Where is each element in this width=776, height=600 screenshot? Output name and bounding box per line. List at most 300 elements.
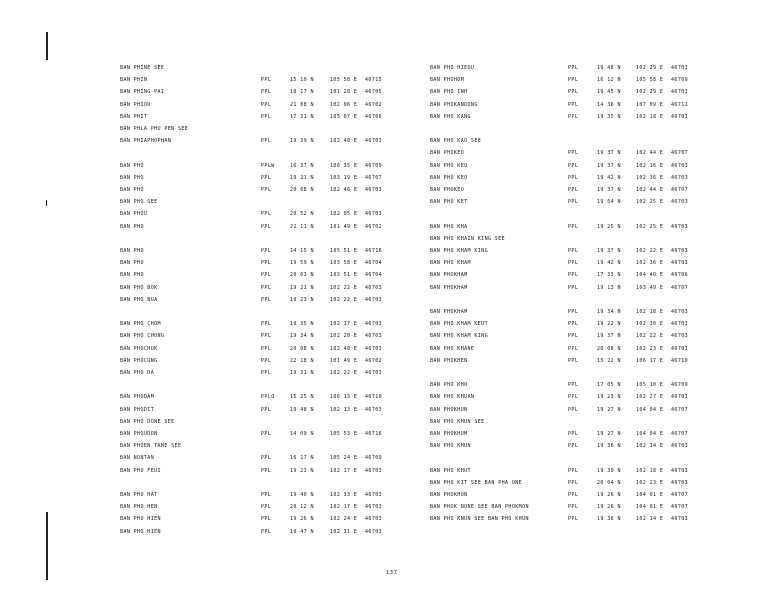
entry-type: PPL [261, 284, 272, 291]
entry-lon: 102 18 E [636, 309, 664, 315]
entry-code: 46709 [365, 455, 383, 462]
entry-type: PPL [261, 113, 272, 120]
entry-code: 46702 [365, 223, 383, 230]
entry-name: BAN PHO [120, 187, 144, 193]
entry-lon: 102 22 E [330, 296, 358, 303]
gazetteer-entry [430, 454, 710, 462]
gazetteer-entry [120, 174, 390, 182]
gazetteer-entry [430, 88, 710, 96]
gazetteer-entry [430, 503, 710, 511]
entry-type: PPL [261, 89, 272, 96]
entry-lon: 102 29 E [636, 65, 664, 71]
entry-lon: 102 20 E [330, 333, 358, 340]
entry-code: 46706 [671, 272, 689, 279]
entry-lon: 102 36 E [636, 260, 664, 267]
entry-code: 46707 [671, 284, 689, 291]
entry-lon: 102 31 E [330, 528, 358, 535]
entry-name: BAN PHO HAT [120, 492, 158, 498]
entry-lat: 19 34 N [290, 333, 314, 340]
gazetteer-entry [120, 430, 390, 438]
entry-lon: 102 14 E [636, 516, 664, 523]
entry-lat: 19 40 N [290, 492, 314, 498]
entry-name: BAN PHO [120, 162, 144, 169]
gazetteer-entry [430, 430, 710, 438]
entry-lat: 19 39 N [597, 467, 621, 474]
entry-name: BAN PHO HEN [120, 504, 158, 511]
entry-lat: 15 25 N [290, 394, 314, 401]
entry-name: BAN PHO KHAM KEUT [430, 321, 488, 328]
entry-type: PPL [568, 101, 579, 108]
entry-lat: 22 18 N [290, 357, 314, 364]
entry-lon: 102 06 E [330, 101, 358, 108]
entry-name: BAN PHO [120, 260, 144, 267]
gazetteer-entry [430, 418, 710, 426]
gazetteer-entry [120, 381, 390, 389]
entry-name: BAN PHO KAO SEE [430, 138, 482, 145]
entry-name: BAN PHOCUNG [120, 357, 158, 364]
entry-lat: 19 37 N [597, 162, 621, 169]
entry-code: 46703 [365, 333, 383, 340]
entry-type: PPL [568, 333, 579, 340]
entry-name: BAN PHODIT [120, 406, 155, 413]
entry-name: BAN PHOKEO [430, 187, 465, 193]
gazetteer-entry [120, 198, 390, 206]
entry-lat: 19 45 N [597, 89, 621, 96]
gazetteer-entry [120, 454, 390, 462]
entry-lon: 103 58 E [330, 260, 358, 267]
entry-name: BAN PHO KHAM [430, 260, 471, 267]
entry-lat: 20 52 N [290, 211, 314, 218]
entry-type: PPL [261, 467, 272, 474]
entry-name: BAN PHIN [120, 77, 148, 84]
gazetteer-entry [120, 357, 390, 365]
entry-lat: 19 37 N [597, 333, 621, 340]
entry-type: PPL [261, 406, 272, 413]
entry-name: BAN PHOKHUN [430, 406, 468, 413]
gazetteer-entry [120, 137, 390, 145]
gazetteer-entry [430, 381, 710, 389]
entry-type: PPL [568, 504, 579, 511]
entry-lon: 102 23 E [636, 479, 664, 486]
entry-type: PPL [568, 223, 579, 230]
entry-lon: 102 23 E [636, 345, 664, 352]
gazetteer-entry [430, 64, 710, 72]
entry-name: BAN PHO KHUN SEE [430, 418, 485, 425]
entry-name: BAN PHOHOM [430, 77, 465, 84]
entry-lon: 102 36 E [636, 174, 664, 181]
gazetteer-entry [120, 467, 390, 475]
entry-type: PPL [261, 248, 272, 254]
entry-name: BAN PHIOU [120, 101, 151, 108]
entry-type: PPL [261, 357, 272, 364]
entry-lat: 20 08 N [290, 187, 314, 193]
entry-lon: 106 35 E [330, 162, 358, 169]
entry-lon: 102 40 E [330, 138, 358, 145]
entry-lat: 20 08 N [290, 345, 314, 352]
gazetteer-entry [430, 247, 710, 255]
entry-lon: 102 30 E [636, 321, 664, 328]
gazetteer-entry [120, 271, 390, 279]
entry-name: BAN PHIT [120, 113, 148, 120]
entry-lon: 102 44 E [636, 150, 664, 157]
entry-name: BAN PHO KHA [430, 223, 468, 230]
entry-lon: 102 13 E [330, 406, 358, 413]
entry-name: BAN PHO [120, 272, 144, 279]
entry-name: BAN PHO [120, 174, 144, 181]
entry-code: 46716 [365, 431, 383, 437]
entry-code: 46703 [365, 370, 383, 376]
gazetteer-entry [120, 113, 390, 121]
gazetteer-entry [430, 235, 710, 243]
entry-code: 46703 [365, 516, 383, 523]
entry-code: 46702 [365, 101, 383, 108]
entry-lat: 19 42 N [597, 174, 621, 181]
entry-type: PPL [261, 223, 272, 230]
entry-name: BAN PHO KHAM KING [430, 333, 488, 340]
gazetteer-entry [430, 223, 710, 231]
gazetteer-entry [430, 369, 710, 377]
entry-type: PPL [261, 296, 272, 303]
entry-lat: 20 08 N [597, 345, 621, 352]
gazetteer-entry [430, 357, 710, 365]
entry-code: 46707 [671, 150, 689, 157]
entry-lat: 17 05 N [597, 382, 621, 389]
entry-lon: 102 16 E [636, 162, 664, 169]
entry-code: 46703 [671, 479, 689, 486]
entry-lat: 17 33 N [597, 272, 621, 279]
entry-lon: 105 58 E [636, 77, 664, 84]
entry-lon: 102 22 E [636, 333, 664, 340]
entry-type: PPL [568, 345, 579, 352]
entry-name: BAN PHO KET [430, 199, 468, 206]
gazetteer-entry [430, 174, 710, 182]
gazetteer-entry [120, 345, 390, 353]
entry-name: BAN PHO KHANE [430, 345, 475, 352]
entry-lon: 105 10 E [636, 382, 664, 389]
entry-type: PPL [568, 89, 579, 96]
gazetteer-entry [430, 320, 710, 328]
entry-name: BAN PHO KHAIN KING SEE [430, 235, 506, 242]
entry-code: 46703 [671, 333, 689, 340]
entry-lon: 102 22 E [636, 248, 664, 254]
entry-name: BAN PHOKHAM [430, 272, 468, 279]
entry-name: BAN PHO INH [430, 89, 468, 96]
entry-lon: 102 25 E [636, 199, 664, 206]
entry-type: PPL [261, 77, 272, 84]
entry-type: PPL [568, 382, 579, 389]
entry-lat: 19 48 N [597, 65, 621, 71]
entry-code: 46703 [365, 504, 383, 511]
gazetteer-entry [120, 235, 390, 243]
gazetteer-entry [120, 223, 390, 231]
entry-lat: 19 37 N [597, 150, 621, 157]
entry-name: BAN PHOKHUM [430, 431, 468, 437]
entry-code: 46702 [365, 357, 383, 364]
gazetteer-entry [120, 393, 390, 401]
entry-type: PPL [568, 431, 579, 437]
entry-code: 46703 [671, 260, 689, 267]
entry-lat: 19 39 N [290, 138, 314, 145]
entry-name: BAN PHO FEUI [120, 467, 161, 474]
entry-code: 46707 [671, 187, 689, 193]
entry-code: 46703 [365, 467, 383, 474]
gazetteer-entry [430, 149, 710, 157]
entry-lon: 101 49 E [330, 223, 358, 230]
entry-lon: 102 17 E [330, 467, 358, 474]
entry-name: BAN PHO KHUAN [430, 394, 475, 401]
entry-name: BAN PHO KEO [430, 162, 468, 169]
entry-type: PPL [568, 492, 579, 498]
entry-lon: 102 29 E [636, 89, 664, 96]
entry-lat: 21 08 N [290, 101, 314, 108]
entry-lon: 102 22 E [330, 370, 358, 376]
entry-code: 46707 [671, 431, 689, 437]
gazetteer-entry [430, 406, 710, 414]
entry-type: PPL [568, 113, 579, 120]
entry-code: 46703 [671, 89, 689, 96]
entry-code: 46703 [365, 284, 383, 291]
entry-lon: 101 28 E [330, 89, 358, 96]
entry-lat: 19 35 N [290, 321, 314, 328]
gazetteer-entry [430, 332, 710, 340]
entry-lon: 102 24 E [330, 516, 358, 523]
entry-lon: 105 24 E [330, 455, 358, 462]
entry-lon: 102 18 E [636, 113, 664, 120]
gazetteer-entry [430, 467, 710, 475]
gazetteer-entry [430, 113, 710, 121]
entry-name: BAN PHINE SEE [120, 65, 165, 71]
entry-name: BAN PHO DA [120, 370, 155, 376]
entry-lat: 16 17 N [290, 455, 314, 462]
gazetteer-entry [430, 296, 710, 304]
entry-code: 46710 [671, 357, 689, 364]
entry-lat: 19 26 N [290, 516, 314, 523]
entry-name: BAN PHO KHO [430, 382, 468, 389]
entry-lat: 19 37 N [597, 187, 621, 193]
gazetteer-entry [120, 162, 390, 170]
entry-code: 46703 [671, 394, 689, 401]
entry-lat: 19 48 N [290, 406, 314, 413]
entry-type: PPL [568, 77, 579, 84]
entry-type: PPLQ [261, 394, 275, 401]
entry-lat: 19 23 N [290, 467, 314, 474]
gazetteer-entry [120, 442, 390, 450]
entry-code: 46703 [365, 296, 383, 303]
entry-lat: 14 09 N [290, 431, 314, 437]
scan-margin-mark-mid [46, 200, 47, 206]
entry-name: BAN PHO [120, 223, 144, 230]
entry-code: 46707 [365, 174, 383, 181]
entry-name: BAN PHO KEO [430, 174, 468, 181]
entry-name: BAN PHO KHAM KING [430, 248, 488, 254]
entry-name: BAN PHO HIEN [120, 516, 161, 523]
gazetteer-entry [120, 210, 390, 218]
entry-lat: 20 03 N [290, 272, 314, 279]
entry-type: PPL [568, 467, 579, 474]
entry-code: 46707 [671, 492, 689, 498]
entry-name: BAN PHOCHUK [120, 345, 158, 352]
entry-code: 46703 [365, 406, 383, 413]
entry-code: 46703 [671, 174, 689, 181]
gazetteer-entry [430, 162, 710, 170]
entry-type: PPL [568, 272, 579, 279]
entry-lat: 14 15 N [290, 248, 314, 254]
entry-code: 46703 [671, 223, 689, 230]
entry-lon: 102 44 E [636, 187, 664, 193]
entry-code: 46709 [671, 382, 689, 389]
entry-lat: 19 27 N [597, 406, 621, 413]
entry-lat: 15 22 N [597, 357, 621, 364]
entry-lat: 19 26 N [597, 504, 621, 511]
entry-lon: 105 51 E [330, 248, 358, 254]
entry-name: BAN PHOK NONE SEE BAN PHOKMON [430, 504, 529, 511]
entry-type: PPL [261, 138, 272, 145]
entry-lat: 19 23 N [290, 296, 314, 303]
entry-lat: 19 34 N [597, 309, 621, 315]
gazetteer-entry [430, 308, 710, 316]
entry-lat: 14 36 N [597, 101, 621, 108]
entry-lat: 18 17 N [290, 89, 314, 96]
page-number: 137 [386, 570, 398, 576]
entry-code: 46706 [365, 113, 383, 120]
entry-lat: 19 59 N [290, 260, 314, 267]
entry-type: PPL [261, 431, 272, 437]
entry-name: BAN PHOEN TANE SEE [120, 443, 182, 450]
entry-lat: 16 12 N [597, 77, 621, 84]
entry-lat: 19 47 N [290, 528, 314, 535]
entry-lon: 106 17 E [636, 357, 664, 364]
entry-code: 46703 [365, 321, 383, 328]
entry-lat: 20 12 N [290, 504, 314, 511]
entry-lon: 105 53 E [330, 431, 358, 437]
entry-type: PPL [261, 211, 272, 218]
entry-lat: 19 23 N [597, 394, 621, 401]
entry-code: 46703 [671, 248, 689, 254]
entry-type: PPL [568, 394, 579, 401]
entry-lon: 102 27 E [636, 394, 664, 401]
entry-code: 46703 [671, 516, 689, 523]
entry-name: BAN PHO DONE SEE [120, 418, 175, 425]
gazetteer-entry [120, 64, 390, 72]
entry-type: PPL [261, 516, 272, 523]
entry-lon: 103 49 E [636, 284, 664, 291]
entry-type: PPL [261, 187, 272, 193]
entry-type: PPL [568, 443, 579, 450]
entry-code: 46703 [671, 345, 689, 352]
gazetteer-entry [430, 284, 710, 292]
entry-code: 46703 [365, 492, 383, 498]
entry-type: PPL [261, 272, 272, 279]
entry-name: BAN PHO BOK [120, 284, 158, 291]
entry-code: 46705 [365, 89, 383, 96]
entry-lon: 104 04 E [636, 431, 664, 437]
entry-lat: 19 54 N [597, 199, 621, 206]
entry-name: BAN NONTAN [120, 455, 155, 462]
entry-lat: 15 10 N [290, 77, 314, 84]
entry-type: PPL [261, 455, 272, 462]
entry-type: PPL [568, 174, 579, 181]
entry-lon: 102 05 E [330, 211, 358, 218]
entry-code: 46703 [671, 113, 689, 120]
entry-name: BAN PHING PAI [120, 89, 165, 96]
entry-type: PPL [568, 65, 579, 71]
entry-name: BAN PHOKHAM [430, 309, 468, 315]
entry-lon: 104 01 E [636, 504, 664, 511]
entry-lon: 104 04 E [636, 406, 664, 413]
gazetteer-entry [430, 198, 710, 206]
gazetteer-entry [430, 125, 710, 133]
gazetteer-entry [120, 479, 390, 487]
entry-type: PPL [568, 199, 579, 206]
entry-code: 46703 [671, 162, 689, 169]
entry-name: BAN PHOKHAM [430, 284, 468, 291]
gazetteer-entry [430, 210, 710, 218]
entry-code: 46703 [671, 443, 689, 450]
gazetteer-entry [430, 393, 710, 401]
gazetteer-entry [120, 284, 390, 292]
entry-name: BAN PHLA PHU PEN SEE [120, 126, 189, 132]
entry-type: PPL [568, 248, 579, 254]
entry-lat: 19 36 N [597, 443, 621, 450]
entry-type: PPL [261, 528, 272, 535]
entry-name: BAN PHO CHOM [120, 321, 161, 328]
entry-type: PPL [568, 150, 579, 157]
entry-type: PPL [261, 101, 272, 108]
entry-lon: 105 58 E [330, 77, 358, 84]
entry-lon: 102 18 E [636, 467, 664, 474]
entry-type: PPL [568, 162, 579, 169]
entry-name: BAN PHOKHON [430, 492, 468, 498]
entry-name: BAN PHO KNUN SEE BAN PHO KHUN [430, 516, 529, 523]
gazetteer-entry [120, 308, 390, 316]
gazetteer-entry [430, 101, 710, 109]
entry-type: PPL [568, 516, 579, 523]
entry-lon: 107 09 E [636, 101, 664, 108]
gazetteer-entry [120, 186, 390, 194]
entry-lat: 19 21 N [290, 284, 314, 291]
entry-lon: 102 14 E [636, 443, 664, 450]
entry-lat: 19 37 N [597, 248, 621, 254]
gazetteer-entry [430, 76, 710, 84]
entry-lat: 22 11 N [290, 223, 314, 230]
entry-name: BAN PHO KIT SEE BAN PHA ONE [430, 479, 523, 486]
entry-lat: 19 27 N [597, 431, 621, 437]
entry-name: BAN PHO [120, 248, 144, 254]
entry-lon: 102 17 E [330, 504, 358, 511]
entry-name: BAN PHO KHUT [430, 467, 471, 474]
entry-lat: 19 22 N [597, 321, 621, 328]
entry-lat: 17 31 N [290, 113, 314, 120]
entry-code: 46703 [365, 345, 383, 352]
entry-lon: 102 40 E [330, 345, 358, 352]
entry-name: BAN PHO CHONG [120, 333, 165, 340]
entry-type: PPL [568, 479, 579, 486]
entry-lon: 102 33 E [330, 492, 358, 498]
entry-lon: 102 22 E [330, 284, 358, 291]
entry-type: PPL [261, 174, 272, 181]
entry-name: BAN PHO SEE [120, 199, 158, 206]
entry-type: PPLW [261, 162, 275, 169]
entry-code: 46716 [365, 248, 383, 254]
gazetteer-entry [430, 137, 710, 145]
entry-code: 46703 [671, 199, 689, 206]
entry-lon: 104 01 E [636, 492, 664, 498]
entry-lon: 103 51 E [330, 272, 358, 279]
entry-type: PPL [568, 406, 579, 413]
gazetteer-entry [120, 332, 390, 340]
entry-name: BAN PHOUDON [120, 431, 158, 437]
entry-lat: 19 13 N [597, 284, 621, 291]
